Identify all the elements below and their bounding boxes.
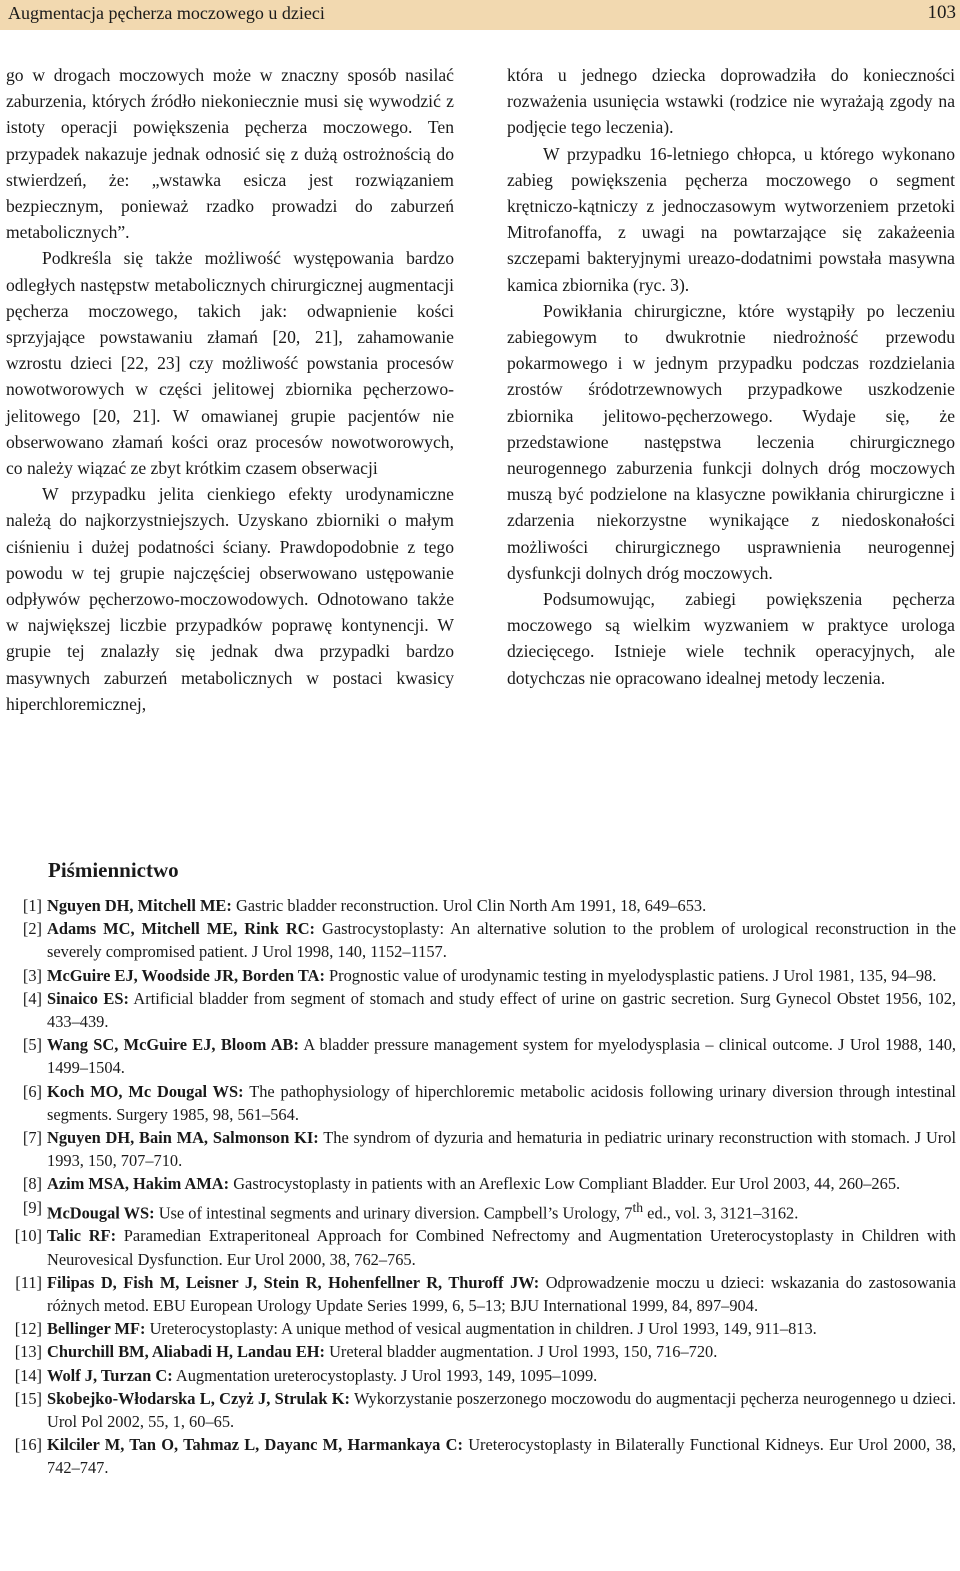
reference-item xyxy=(6,1317,956,1340)
reference-item xyxy=(6,1224,956,1270)
reference-item xyxy=(6,1033,956,1079)
reference-authors: Nguyen DH, Bain MA, Salmonson KI: xyxy=(47,1128,319,1148)
paragraph: Podkreśla się także możliwość występowania bardzo odległych następstw metabolicznych chirurgicznej augmentacji pęcherza moczowego, takich jak: odwapnienie kości sprzyjające powstawaniu złamań [20, 21], zahamowanie wzrostu dzieci [22, 23] czy możliwość powstania procesów nowotworowych w części jelitowej zbiornika pęcherzowo-jelitowego [20, 21]. W omawianej grupie pacjentów nie obserwowano złamań kości oraz procesów nowotworowych, co należy wiązać ze zbyt krótkim czasem obserwacji xyxy=(6,248,454,479)
paragraph: go w drogach moczowych może w znaczny sposób nasilać zaburzenia, których źródło niekoniecznie musi się wywodzić z istoty operacji powiększenia pęcherza moczowego. Ten przypadek nakazuje jednak odnosić się z dużą ostrożnością do stwierdzeń, że: „wstawka esicza jest rozwiązaniem bezpiecznym, ponieważ rzadko prowadzi do zaburzeń metabolicznych”. xyxy=(6,65,454,243)
paragraph: W przypadku 16-letniego chłopca, u którego wykonano zabieg powiększenia pęcherza moczowego o segment krętniczo-kątniczy z jednoczasowym wytworzeniem przetoki Mitrofanoffa, z uwagi na powtarzające się zakażeenia szczepami bakteryjnymi ureazo-dodatnimi powstała masywna kamica zbiornika (ryc. 3). xyxy=(507,143,955,295)
reference-authors: Talic RF: xyxy=(47,1226,117,1246)
references-heading: Piśmiennictwo xyxy=(48,858,179,882)
reference-text: Gastric bladder reconstruction. Urol Clin North Am 1991, 18, 649–653. xyxy=(235,896,707,915)
reference-text: Wykorzystanie poszerzonego moczowodu do augmentacji pęcherza neurogennego u dzieci. Urol Pol 2002, 55, 1, 60–65. xyxy=(47,1388,957,1431)
reference-number: [10] xyxy=(14,1226,42,1246)
reference-authors: Filipas D, Fish M, Leisner J, Stein R, Hohenfellner R, Thuroff JW: xyxy=(47,1272,540,1292)
reference-text: Ureteral bladder augmentation. J Urol 1993, 150, 716–720. xyxy=(329,1342,718,1362)
reference-authors: Skobejko-Włodarska L, Czyż J, Strulak K: xyxy=(47,1388,350,1408)
reference-text: Augmentation ureterocystoplasty. J Urol 1993, 149, 1095–1099. xyxy=(175,1365,598,1385)
reference-item xyxy=(6,1387,956,1433)
reference-item xyxy=(6,917,956,963)
reference-number: [2] xyxy=(22,919,42,939)
reference-text-continued: ed., vol. 3, 3121–3162. xyxy=(643,1203,799,1223)
reference-text: Ureterocystoplasty in Bilaterally Functional Kidneys. Eur Urol 2000, 38, 742–747. xyxy=(47,1435,956,1478)
reference-item xyxy=(6,1196,956,1225)
reference-authors: Koch MO, Mc Dougal WS: xyxy=(47,1081,244,1101)
reference-number: [12] xyxy=(14,1319,42,1339)
page-number: 103 xyxy=(927,2,956,23)
reference-text: Odprowadzenie moczu u dzieci: wskazania do zastosowania różnych metod. EBU European Urology Update Series 1999, 6, 5–13; BJU International 1999, 84, 897–904. xyxy=(47,1272,956,1315)
reference-authors: McDougal WS: xyxy=(47,1203,155,1223)
reference-authors: Wang SC, McGuire EJ, Bloom AB: xyxy=(47,1035,299,1055)
reference-text: Prognostic value of urodynamic testing in myelodysplastic patiens. J Urol 1981, 135, 94–98. xyxy=(329,965,937,985)
paragraph: W przypadku jelita cienkiego efekty urodynamiczne należą do najkorzystniejszych. Uzyskano zbiorniki o małym ciśnieniu i dużej podatności ściany. Prawdopodobnie z tego powodu w tej grupie najczęściej obserwowano ustępowanie odpływów pęcherzowo-moczowodowych. Odnotowano także w największej liczbie przypadków poprawę kontynencji. W grupie tej znalazły się jednak dwa przypadki bardzo masywnych zaburzeń metabolicznych w postaci kwasicy hiperchloremicznej, xyxy=(6,484,454,714)
reference-authors: McGuire EJ, Woodside JR, Borden TA: xyxy=(47,965,325,985)
reference-number: [15] xyxy=(14,1388,42,1408)
reference-authors: Adams MC, Mitchell ME, Rink RC: xyxy=(47,919,316,939)
page-header xyxy=(0,0,960,30)
reference-item xyxy=(6,1340,956,1363)
references-list xyxy=(6,894,956,1480)
reference-text: Paramedian Extraperitoneal Approach for Combined Nefrectomy and Augmentation Ureterocystoplasty in Children with Neurovesical Dysfunction. Eur Urol 2000, 38, 762–765. xyxy=(47,1226,956,1269)
right-column xyxy=(507,62,955,691)
reference-item xyxy=(6,1271,956,1317)
reference-text: A bladder pressure management system for myelodysplasia – clinical outcome. J Urol 1988, 140, 1499–1504. xyxy=(47,1035,957,1078)
reference-text: Gastrocystoplasty in patients with an Areflexic Low Compliant Bladder. Eur Urol 2003, 44, 260–265. xyxy=(233,1174,901,1194)
reference-item xyxy=(6,894,956,917)
reference-item xyxy=(6,964,956,987)
reference-text: The pathophysiology of hiperchloremic metabolic acidosis following urinary diversion through intestinal segments. Surgery 1985, 98, 561–564. xyxy=(47,1081,956,1124)
reference-item xyxy=(6,1364,956,1387)
reference-text: Use of intestinal segments and urinary diversion. Campbell’s Urology, 7 xyxy=(158,1203,633,1223)
reference-number: [13] xyxy=(14,1342,42,1362)
reference-number: [7] xyxy=(22,1128,42,1148)
paragraph: Podsumowując, zabiegi powiększenia pęcherza moczowego są wielkim wyzwaniem w praktyce urologa dziecięcego. Istnieje wiele technik operacyjnych, ale dotychczas nie opracowano idealnej metody leczenia. xyxy=(507,589,955,688)
reference-number: [9] xyxy=(22,1197,42,1217)
running-title: Augmentacja pęcherza moczowego u dzieci xyxy=(8,3,325,23)
reference-item xyxy=(6,987,956,1033)
reference-authors: Sinaico ES: xyxy=(47,988,129,1008)
reference-number: [1] xyxy=(22,896,42,915)
reference-number: [6] xyxy=(22,1081,42,1101)
reference-item xyxy=(6,1433,956,1479)
reference-authors: Nguyen DH, Mitchell ME: xyxy=(47,896,232,915)
reference-number: [4] xyxy=(22,988,42,1008)
reference-text: Ureterocystoplasty: A unique method of vesical augmentation in children. J Urol 1993, 149, 911–813. xyxy=(149,1319,817,1339)
left-column xyxy=(6,62,454,717)
reference-number: [8] xyxy=(22,1174,42,1194)
reference-number: [3] xyxy=(22,965,42,985)
reference-authors: Kilciler M, Tan O, Tahmaz L, Dayanc M, Harmankaya C: xyxy=(47,1435,463,1455)
paragraph: Powikłania chirurgiczne, które wystąpiły po leczeniu zabiegowym to dwukrotnie niedrożność przewodu pokarmowego i w jednym przypadku podczas rozdzielania zrostów śródotrzewnowych przypadkowe uszkodzenie zbiornika jelitowo-pęcherzowego. Wydaje się, że przedstawione następstwa leczenia chirurgicznego neurogennego zaburzenia funkcji dolnych dróg moczowych muszą być podzielone na klasyczne powikłania chirurgiczne i zdarzenia niekorzystne wynikające z niedoskonałości możliwości chirurgicznego usprawnienia neurogennej dysfunkcji dolnych dróg moczowych. xyxy=(507,300,955,583)
reference-authors: Azim MSA, Hakim AMA: xyxy=(47,1174,230,1194)
reference-number: [16] xyxy=(14,1435,42,1455)
reference-item xyxy=(6,1126,956,1172)
reference-text: Gastrocystoplasty: An alternative solution to the problem of urological reconstruction in the severely compromised patient. J Urol 1998, 140, 1152–1157. xyxy=(47,919,956,962)
paragraph: która u jednego dziecka doprowadziła do konieczności rozważenia usunięcia wstawki (rodzice nie wyrażają zgody na podjęcie tego leczenia). xyxy=(507,65,955,138)
reference-text: Artificial bladder from segment of stomach and study effect of urine on gastric secretion. Surg Gynecol Obstet 1956, 102, 433–439. xyxy=(47,988,957,1032)
reference-item xyxy=(6,1080,956,1126)
reference-item xyxy=(6,1172,956,1195)
reference-authors: Wolf J, Turzan C: xyxy=(47,1365,173,1385)
reference-authors: Churchill BM, Aliabadi H, Landau EH: xyxy=(47,1342,325,1362)
reference-number: [5] xyxy=(22,1035,42,1055)
reference-text: The syndrom of dyzuria and hematuria in pediatric urinary reconstruction with stomach. J Urol 1993, 150, 707–710. xyxy=(47,1128,957,1171)
reference-number: [14] xyxy=(14,1365,42,1385)
reference-authors: Bellinger MF: xyxy=(47,1319,146,1339)
superscript: th xyxy=(632,1199,644,1215)
reference-number: [11] xyxy=(15,1272,42,1292)
